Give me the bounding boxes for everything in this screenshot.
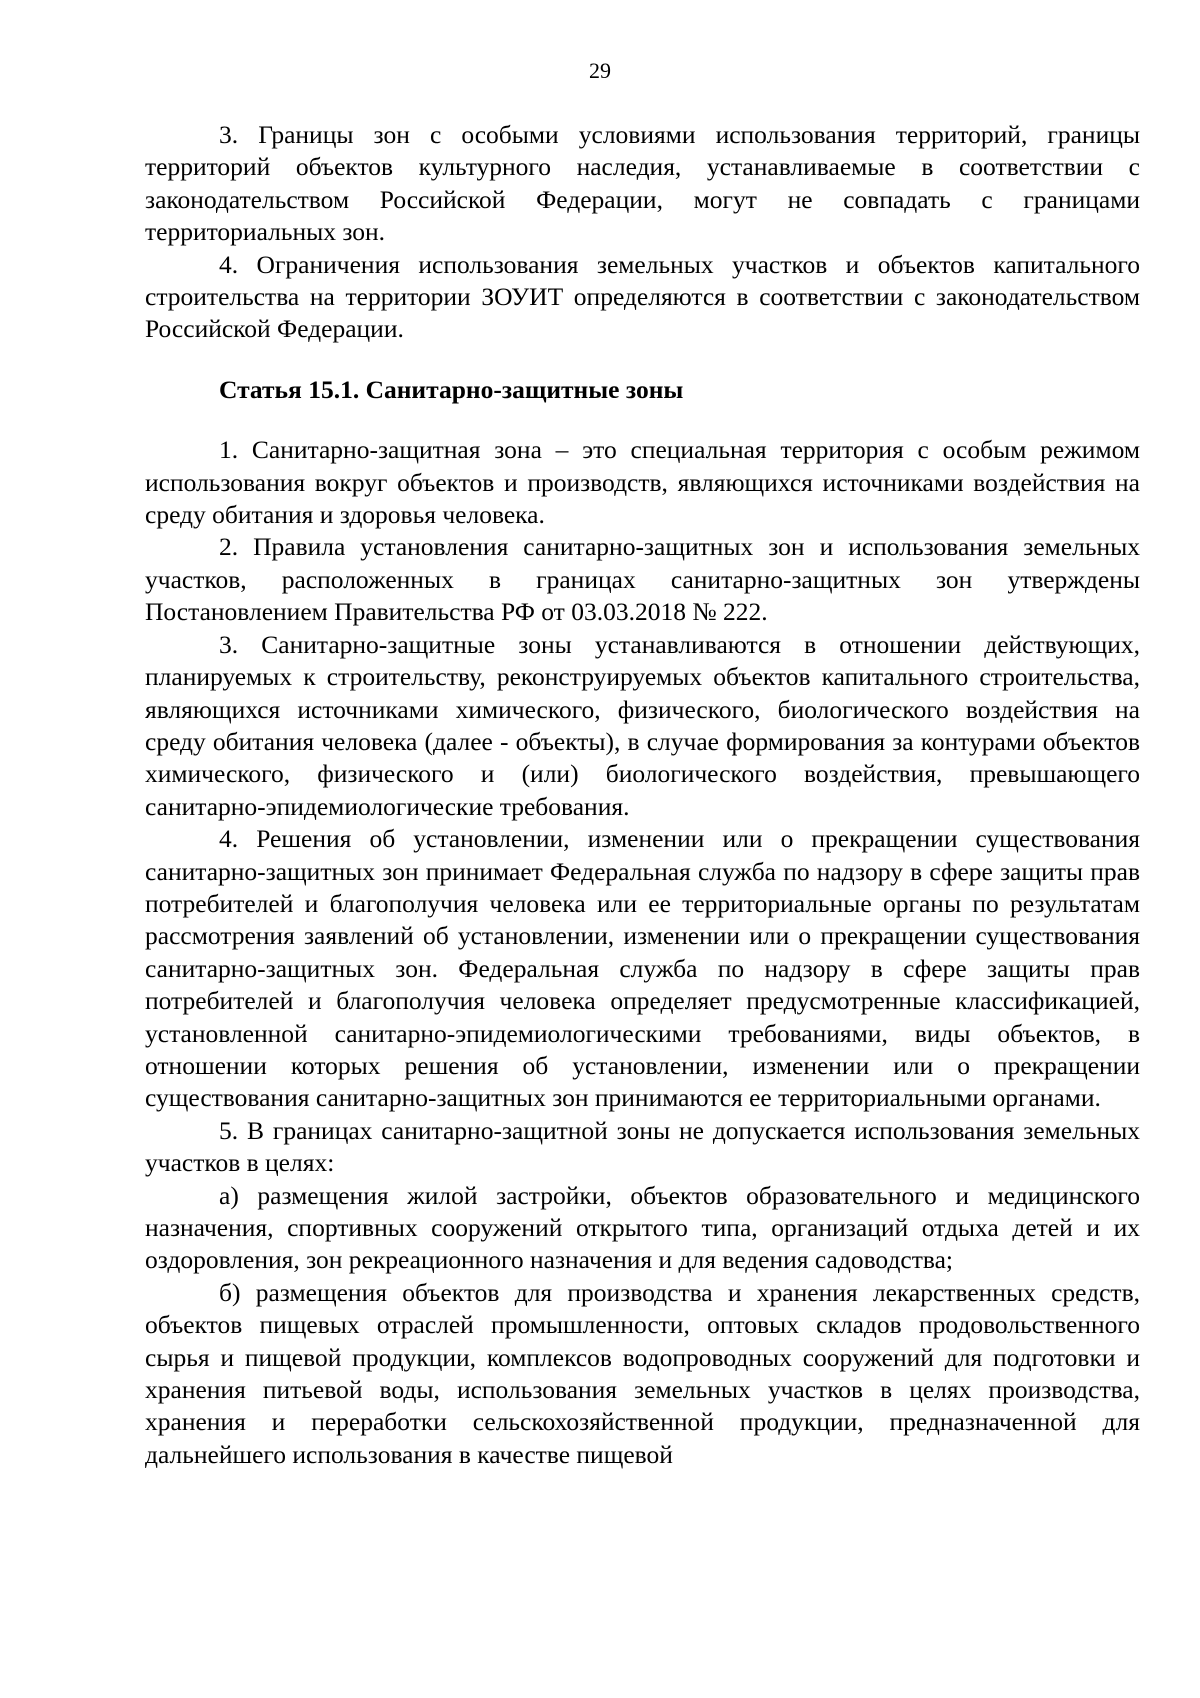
page-number: 29 <box>589 58 611 83</box>
article-paragraph-4: 4. Решения об установлении, изменении или о прекращении существования санитарно-защитных зон принимает Федеральная служба по надзору в сфере защиты прав потребителей и благополучия человека или ее территориальные органы по результатам рассмотрения заявлений об установлении, изменении или о прекращении существования санитарно-защитных зон. Федеральная служба по надзору в сфере защиты прав потребителей и благополучия человека определяет предусмотренные классификацией, установленной санитарно-эпидемиологическими требованиями, виды объектов, в отношении которых решения об установлении, изменении или о прекращении существования санитарно-защитных зон принимаются ее территориальными органами. <box>145 824 1140 1113</box>
article-paragraph-1: 1. Санитарно-защитная зона – это специальная территория с особым режимом использования вокруг объектов и производств, являющихся источниками воздействия на среду обитания и здоровья человека. <box>145 435 1140 530</box>
document-body <box>145 119 1140 1471</box>
article-paragraph-2: 2. Правила установления санитарно-защитных зон и использования земельных участков, расположенных в границах санитарно-защитных зон утверждены Постановлением Правительства РФ от 03.03.2018 № 222. <box>145 532 1140 627</box>
article-subparagraph-b: б) размещения объектов для производства и хранения лекарственных средств, объектов пищевых отраслей промышленности, оптовых складов продовольственного сырья и пищевой продукции, комплексов водопроводных сооружений для подготовки и хранения питьевой воды, использования земельных участков в целях производства, хранения и переработки сельскохозяйственной продукции, предназначенной для дальнейшего использования в качестве пищевой <box>145 1277 1140 1469</box>
intro-paragraph-4: 4. Ограничения использования земельных участков и объектов капитального строительства на территории ЗОУИТ определяются в соответствии с законодательством Российской Федерации. <box>145 249 1140 344</box>
article-paragraph-5: 5. В границах санитарно-защитной зоны не допускается использования земельных участков в целях: <box>145 1115 1140 1178</box>
intro-paragraph-3: 3. Границы зон с особыми условиями использования территорий, границы территорий объектов культурного наследия, устанавливаемые в соответствии с законодательством Российской Федерации, могут не совпадать с границами территориальных зон. <box>145 120 1140 247</box>
article-paragraph-3: 3. Санитарно-защитные зоны устанавливаются в отношении действующих, планируемых к строительству, реконструируемых объектов капитального строительства, являющихся источниками химического, физического, биологического воздействия на среду обитания человека (далее - объекты), в случае формирования за контурами объектов химического, физического и (или) биологического воздействия, превышающего санитарно-эпидемиологические требования. <box>145 629 1140 821</box>
article-subparagraph-a: а) размещения жилой застройки, объектов образовательного и медицинского назначения, спортивных сооружений открытого типа, организаций отдыха детей и их оздоровления, зон рекреационного назначения и для ведения садоводства; <box>145 1180 1140 1275</box>
article-title: Статья 15.1. Санитарно-защитные зоны <box>219 374 684 404</box>
